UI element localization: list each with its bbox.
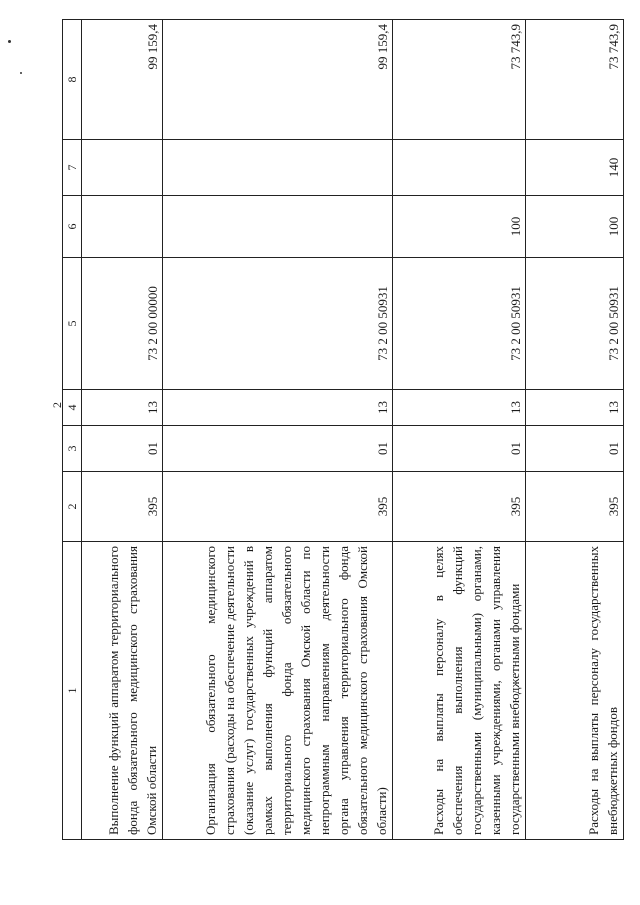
scan-artifact-dot <box>20 72 22 74</box>
target-article: 73 2 00 50931 <box>163 258 393 390</box>
column-header: 7 <box>63 140 82 196</box>
subsection-code: 13 <box>393 390 526 426</box>
amount: 99 159,4 <box>82 20 163 140</box>
column-header: 4 <box>63 390 82 426</box>
table-row <box>526 20 624 840</box>
column-header: 3 <box>63 426 82 472</box>
row-description: Организация обязательного медицинского страхования (расходы на обеспечение деятельности (оказание услуг) государственных учреждений в рамках выполнения функций аппаратом территориального фонда обязательного медицинского страхования Омской области по непрограммным направлениям деятельности органа управления территориального фонда обязательного медицинского страхования Омской области) <box>163 542 393 840</box>
budget-table <box>62 19 624 840</box>
admin-code: 395 <box>393 472 526 542</box>
row-description: Расходы на выплаты персоналу государственных внебюджетных фондов <box>526 542 624 840</box>
amount: 73 743,9 <box>393 20 526 140</box>
subsection-code: 13 <box>526 390 624 426</box>
section-code: 01 <box>393 426 526 472</box>
expense-subtype <box>393 140 526 196</box>
admin-code: 395 <box>163 472 393 542</box>
expense-type: 100 <box>393 196 526 258</box>
column-header: 6 <box>63 196 82 258</box>
rotated-page <box>62 20 622 840</box>
row-description: Выполнение функций аппаратом территориального фонда обязательного медицинского страхования Омской области <box>82 542 163 840</box>
table-row <box>82 20 163 840</box>
section-code: 01 <box>526 426 624 472</box>
expense-subtype <box>82 140 163 196</box>
column-header: 1 <box>63 542 82 840</box>
column-header: 8 <box>63 20 82 140</box>
expense-type: 100 <box>526 196 624 258</box>
amount: 73 743,9 <box>526 20 624 140</box>
subsection-code: 13 <box>82 390 163 426</box>
section-code: 01 <box>163 426 393 472</box>
column-header: 2 <box>63 472 82 542</box>
subsection-code: 13 <box>163 390 393 426</box>
header-row <box>63 20 82 840</box>
expense-type <box>163 196 393 258</box>
row-description: Расходы на выплаты персоналу в целях обеспечения выполнения функций государственными (муниципальными) органами, казенными учреждениями, органами управления государственными внебюджетными фондами <box>393 542 526 840</box>
expense-subtype: 140 <box>526 140 624 196</box>
admin-code: 395 <box>526 472 624 542</box>
table-row <box>163 20 393 840</box>
expense-type <box>82 196 163 258</box>
expense-subtype <box>163 140 393 196</box>
section-code: 01 <box>82 426 163 472</box>
target-article: 73 2 00 50931 <box>526 258 624 390</box>
column-header: 5 <box>63 258 82 390</box>
admin-code: 395 <box>82 472 163 542</box>
target-article: 73 2 00 00000 <box>82 258 163 390</box>
page-number: 2 <box>50 402 64 408</box>
target-article: 73 2 00 50931 <box>393 258 526 390</box>
amount: 99 159,4 <box>163 20 393 140</box>
scan-artifact-dot <box>8 40 11 43</box>
table-row <box>393 20 526 840</box>
